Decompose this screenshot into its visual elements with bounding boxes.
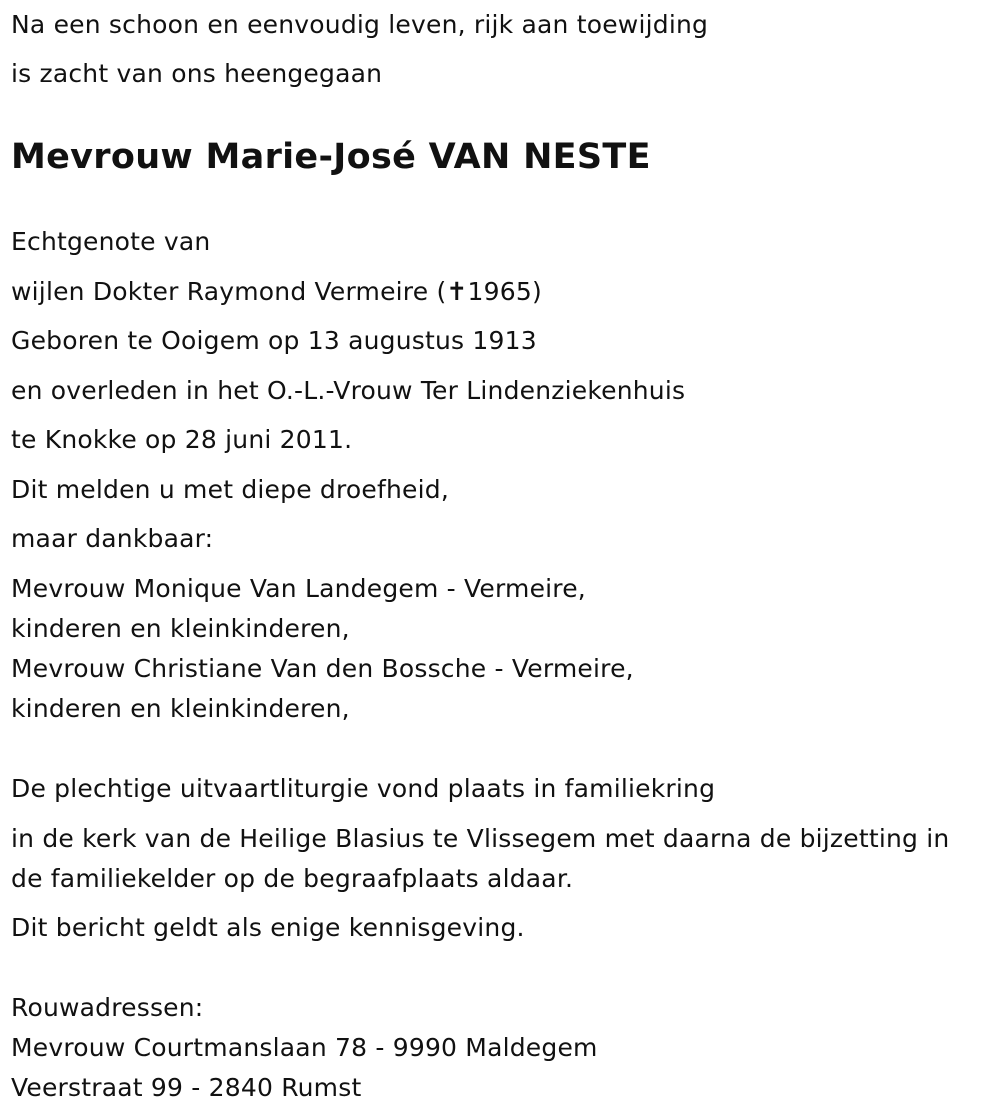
announcement-line-1: Dit melden u met diepe droefheid, (11, 475, 449, 504)
spouse-name: wijlen Dokter Raymond Vermeire (✝1965) (11, 277, 542, 306)
ceremony-line-1: De plechtige uitvaartliturgie vond plaats in familiekring (11, 774, 716, 803)
intro-line-2: is zacht van ons heengegaan (11, 59, 383, 88)
addresses-label: Rouwadressen: (11, 993, 204, 1022)
family-line: kinderen en kleinkinderen, (11, 614, 350, 643)
notice-text: Dit bericht geldt als enige kennisgeving. (11, 913, 525, 942)
intro-line-1: Na een schoon en eenvoudig leven, rijk aan toewijding (11, 10, 709, 39)
death-info-line-2: te Knokke op 28 juni 2011. (11, 425, 353, 454)
family-line: Mevrouw Monique Van Landegem - Vermeire, (11, 574, 586, 603)
address-1: Mevrouw Courtmanslaan 78 - 9990 Maldegem (11, 1033, 598, 1062)
death-info-line-1: en overleden in het O.-L.-Vrouw Ter Lindenziekenhuis (11, 376, 686, 405)
spouse-label: Echtgenote van (11, 227, 211, 256)
announcement-line-2: maar dankbaar: (11, 524, 214, 553)
ceremony-line-3: de familiekelder op de begraafplaats aldaar. (11, 864, 574, 893)
deceased-name: Mevrouw Marie-José VAN NESTE (11, 137, 651, 177)
address-2: Veerstraat 99 - 2840 Rumst (11, 1073, 362, 1102)
family-line: Mevrouw Christiane Van den Bossche - Vermeire, (11, 654, 634, 683)
ceremony-line-2: in de kerk van de Heilige Blasius te Vlissegem met daarna de bijzetting in (11, 824, 950, 853)
family-line: kinderen en kleinkinderen, (11, 694, 350, 723)
birth-info: Geboren te Ooigem op 13 augustus 1913 (11, 326, 537, 355)
